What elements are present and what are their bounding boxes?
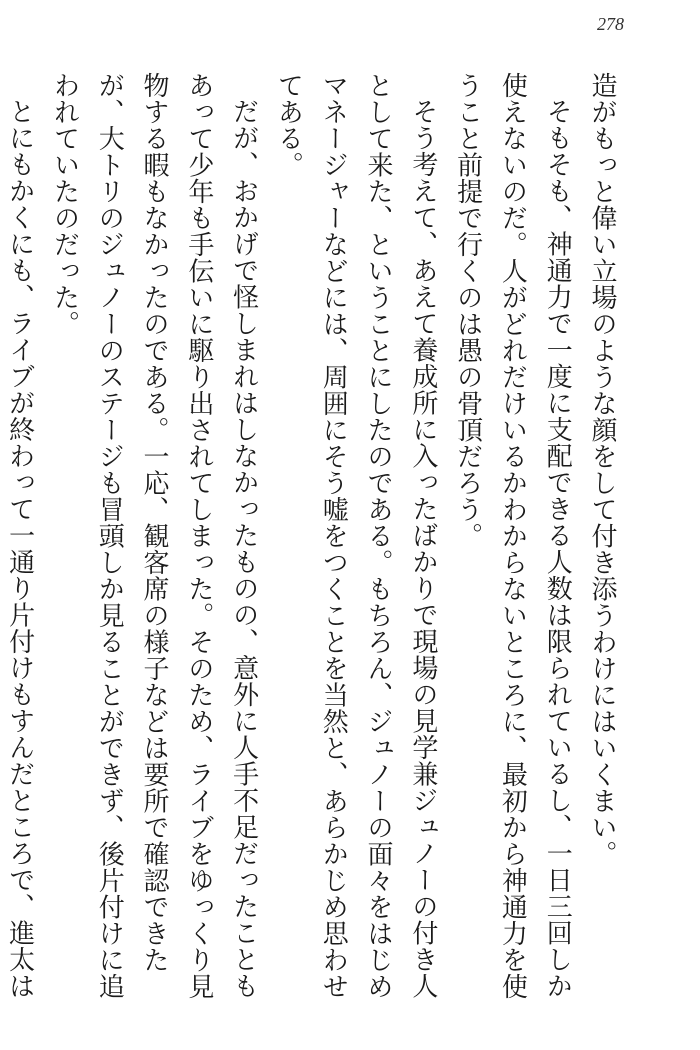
paragraph: 造がもっと偉い立場のような顔をして付き添うわけにはいくまい。 <box>587 72 617 867</box>
page-number: 278 <box>597 14 624 34</box>
body-text <box>4 72 624 1012</box>
paragraph: とにもかくにも、ライブが終わって一通り片付けもすんだところで、進太は <box>4 98 35 999</box>
paragraph: そもそも、神通力で一度に支配できる人数は限られているし、一日三回しか使えないのだ。人がどれだけいるかわからないところに、最初から神通力を使うこと前提で行くのは愚の骨頂だろう。 <box>452 72 573 1000</box>
paragraph: そう考えて、あえて養成所に入ったばかりで現場の見学兼ジュノーの付き人として来た、ということにしたのである。もちろん、ジュノーの面々をはじめマネージャーなどには、周囲にそう嘘をつくことを当然と、あらかじめ思わせてある。 <box>273 72 438 1000</box>
paragraph: だが、おかげで怪しまれはしなかったものの、意外に人手不足だったこともあって少年も手伝いに駆り出されてしまった。そのため、ライブをゆっくり見物する暇もなかったのである。一応、観客席の様子などは要所で確認できたが、大トリのジュノーのステージも冒頭しか見ることができず、後片付けに追われていたのだった。 <box>49 72 259 1000</box>
